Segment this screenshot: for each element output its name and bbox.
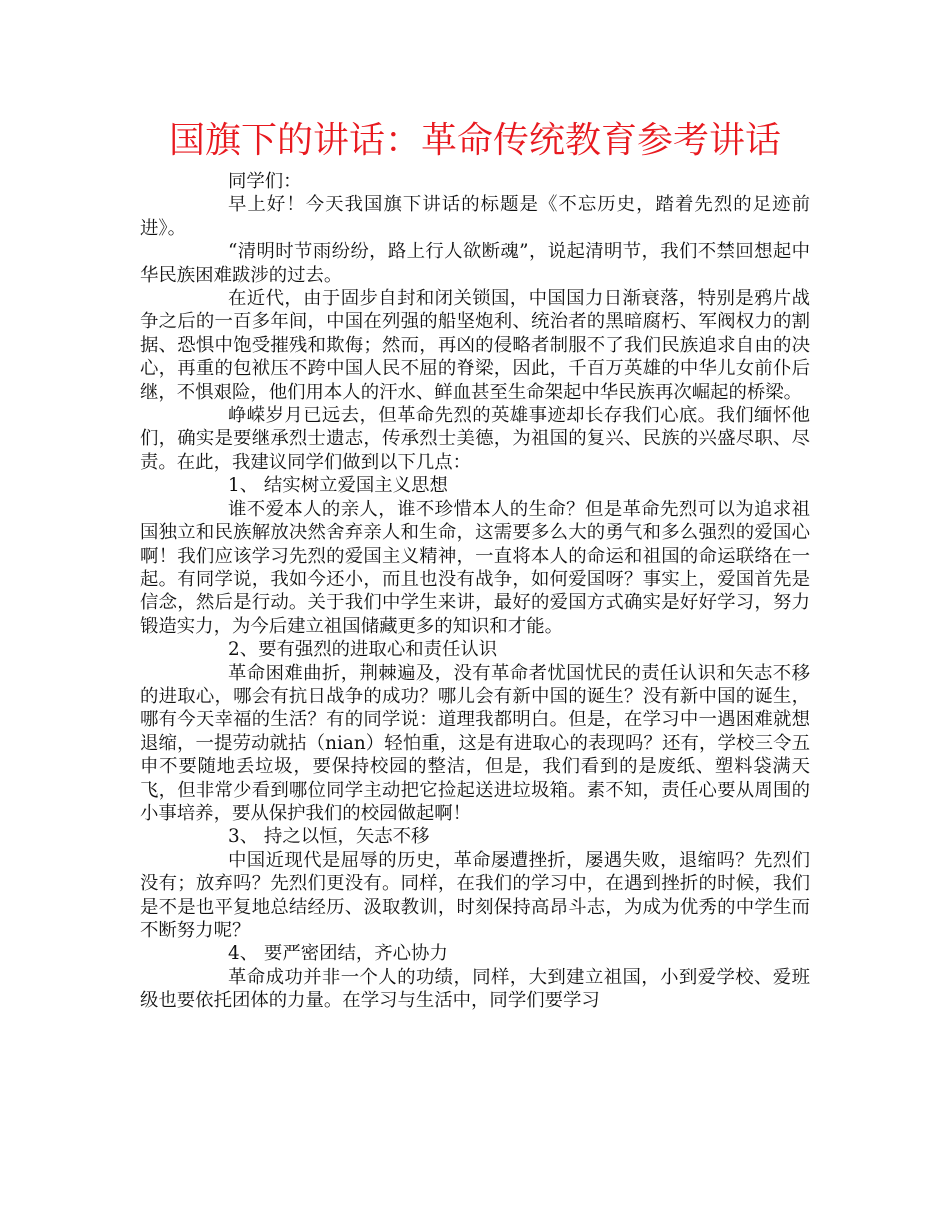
point-4-body: 革命成功并非一个人的功绩，同样，大到建立祖国，小到爱学校、爱班级也要依托团体的力量。在学习与生活中，同学们要学习 bbox=[140, 966, 810, 1012]
paragraph-opening: 早上好！今天我国旗下讲话的标题是《不忘历史，踏着先烈的足迹前进》。 bbox=[140, 194, 810, 239]
point-2-heading: 2、要有强烈的进取心和责任认识 bbox=[228, 639, 498, 661]
point-3-body: 中国近现代是屈辱的历史，革命屡遭挫折，屡遇失败，退缩吗？先烈们没有；放弃吗？先烈们更没有。同样，在我们的学习中，在遇到挫折的时候，我们是不是也平复地总结经历、汲取教训，时刻保持高昂斗志，为成为优秀的中学生而不断努力呢？ bbox=[140, 849, 810, 941]
paragraph-remembrance: 峥嵘岁月已远去，但革命先烈的英雄事迹却长存我们心底。我们缅怀他们，确实是要继承烈士遗志，传承烈士美德，为祖国的复兴、民族的兴盛尽职、尽责。在此，我建议同学们做到以下几点： bbox=[140, 405, 810, 473]
point-2-body: 革命困难曲折，荆棘遍及，没有革命者忧国忧民的责任认识和矢志不移的进取心，哪会有抗日战争的成功？哪儿会有新中国的诞生？没有新中国的诞生，哪有今天幸福的生活？有的同学说：道理我都明白。但是，在学习中一遇困难就想退缩，一提劳动就拈（nian）轻怕重，这是有进取心的表现吗？还有，学校三令五申不要随地丢垃圾，要保持校园的整洁，但是，我们看到的是废纸、塑料袋满天飞，但非常少看到哪位同学主动把它捡起送进垃圾箱。素不知，责任心要从周围的小事培养，要从保护我们的校园做起啊！ bbox=[140, 662, 810, 824]
point-3-heading: 3、 持之以恒，矢志不移 bbox=[228, 826, 430, 848]
paragraph-greeting: 同学们： bbox=[228, 171, 302, 192]
paragraph-qingming: “清明时节雨纷纷，路上行人欲断魂”，说起清明节，我们不禁回想起中华民族困难跋涉的过去。 bbox=[140, 241, 810, 286]
point-4-heading: 4、 要严密团结，齐心协力 bbox=[228, 943, 448, 965]
point-1-body: 谁不爱本人的亲人，谁不珍惜本人的生命？但是革命先烈可以为追求祖国独立和民族解放决然舍弃亲人和生命，这需要多么大的勇气和多么强烈的爱国心啊！我们应该学习先烈的爱国主义精神，一直将本人的命运和祖国的命运联络在一起。有同学说，我如今还小，而且也没有战争，如何爱国呀？事实上，爱国首先是信念，然后是行动。关于我们中学生来讲，最好的爱国方式确实是好好学习，努力锻造实力，为今后建立祖国储藏更多的知识和才能。 bbox=[140, 498, 810, 637]
document-title: 国旗下的讲话：革命传统教育参考讲话 bbox=[168, 120, 781, 161]
document-page bbox=[140, 118, 810, 1013]
point-1-heading: 1、 结实树立爱国主义思想 bbox=[228, 475, 448, 497]
paragraph-history: 在近代，由于固步自封和闭关锁国，中国国力日渐衰落，特别是鸦片战争之后的一百多年间，中国在列强的船坚炮利、统治者的黑暗腐朽、军阀权力的割据、恐惧中饱受摧残和欺侮；然而，再凶的侵略者制服不了我们民族追求自由的决心，再重的包袱压不跨中国人民不屈的脊梁，因此，千百万英雄的中华儿女前仆后继，不惧艰险，他们用本人的汗水、鲜血甚至生命架起中华民族再次崛起的桥梁。 bbox=[140, 288, 810, 403]
